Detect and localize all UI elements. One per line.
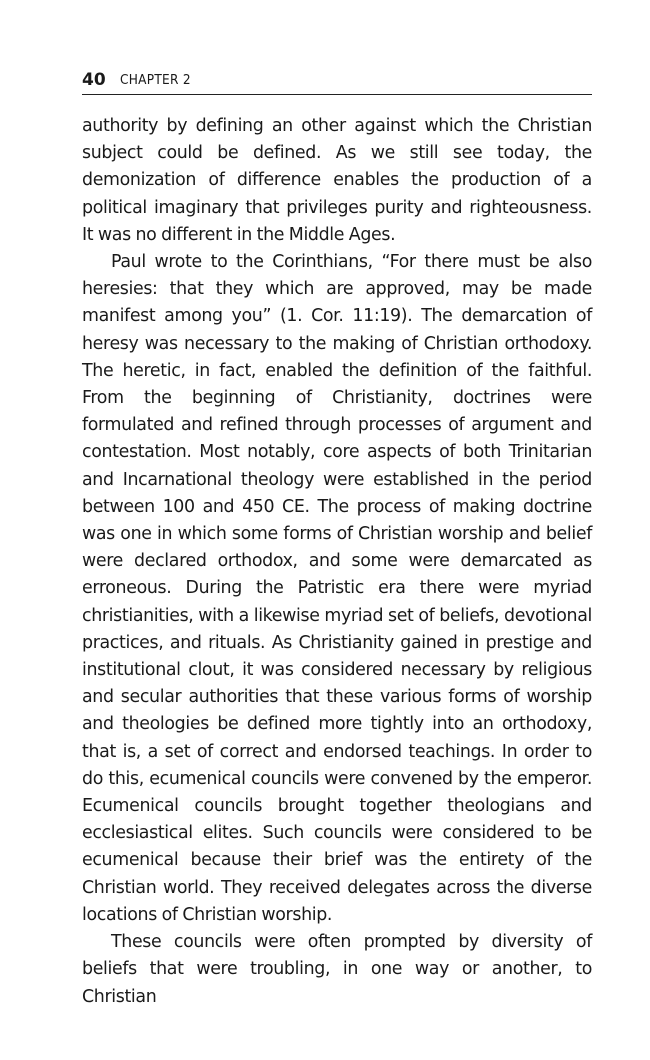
body-text: [82, 113, 592, 1011]
chapter-label: CHAPTER 2: [119, 72, 191, 88]
paragraph-corinthians: Paul wrote to the Corinthians, “For there must be also heresies: that they which are approved, may be made manifest among you” (1. Cor. 11:19). The demarcation of heresy was necessary to the making of Christian orthodoxy. The heretic, in fact, enabled the definition of the faithful. From the beginning of Christianity, doctrines were formulated and refined through processes of argument and contestation. Most notably, core aspects of both Trinitarian and Incarnational theology were established in the period between 100 and 450 CE. The process of making doctrine was one in which some forms of Christian worship and belief were declared orthodox, and some were demarcated as erroneous. During the Patristic era there were myriad christianities, with a likewise myriad set of beliefs, devotional practices, and rituals. As Christianity gained in prestige and institutional clout, it was considered necessary by religious and secular authorities that these various forms of worship and theologies be defined more tightly into an orthodoxy, that is, a set of correct and endorsed teachings. In order to do this, ecumenical councils were convened by the emperor. Ecumenical councils brought together theologians and ecclesiastical elites. Such councils were considered to be ecumenical because their brief was the entirety of the Christian world. They received delegates across the diverse locations of Christian worship.: [82, 252, 592, 925]
page-number: 40: [82, 70, 106, 90]
running-head: [82, 68, 592, 95]
paragraph-councils: These councils were often prompted by diversity of beliefs that were troubling, in one way or another, to Christian: [82, 932, 592, 1007]
paragraph-continued: authority by defining an other against which the Christian subject could be defined. As we still see today, the demonization of difference enables the production of a political imaginary that privileges purity and righteousness. It was no different in the Middle Ages.: [82, 116, 592, 245]
